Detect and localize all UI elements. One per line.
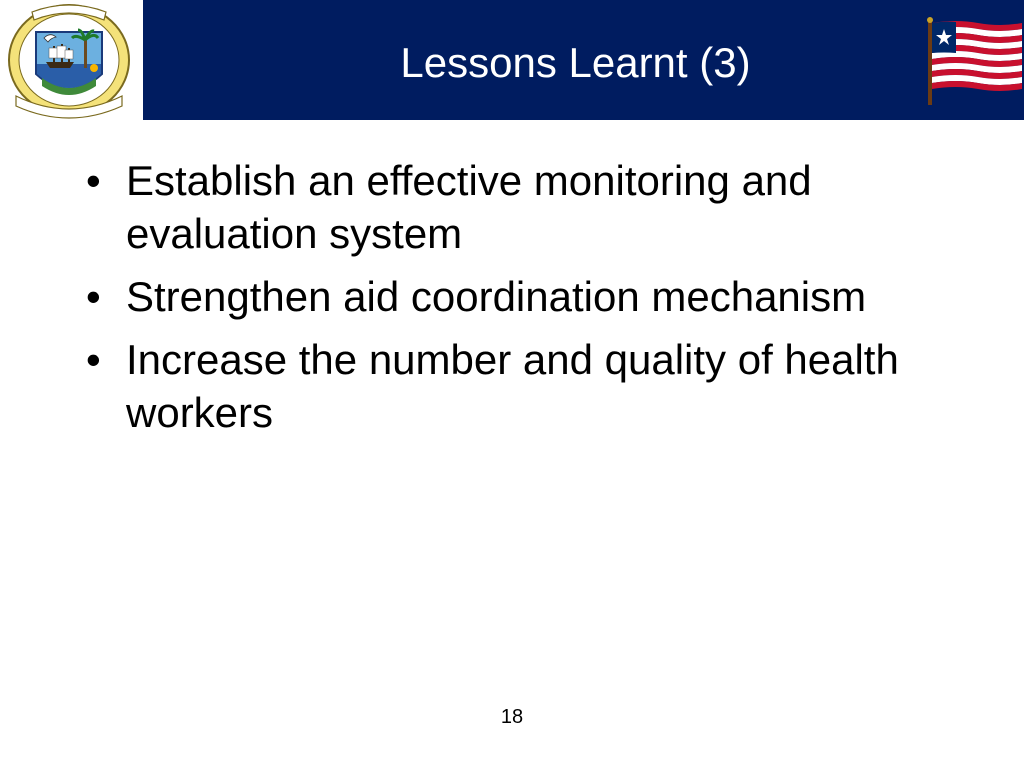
bullet-item [86,154,966,260]
header-band [143,0,1024,120]
page-number: 18 [500,706,524,728]
bullet-marker: • [86,273,101,320]
bullet-text: Establish an effective monitoring and evaluation system [126,157,812,257]
bullet-list [86,154,966,449]
liberian-flag-icon [926,17,1024,105]
bullet-marker: • [86,336,101,383]
bullet-text: Increase the number and quality of health workers [126,336,899,436]
bullet-text: Strengthen aid coordination mechanism [126,273,867,320]
bullet-item [86,333,966,439]
slide-title: Lessons Learnt (3) [400,39,751,86]
liberia-seal-icon [2,0,136,122]
bullet-marker: • [86,157,101,204]
bullet-item [86,270,966,323]
